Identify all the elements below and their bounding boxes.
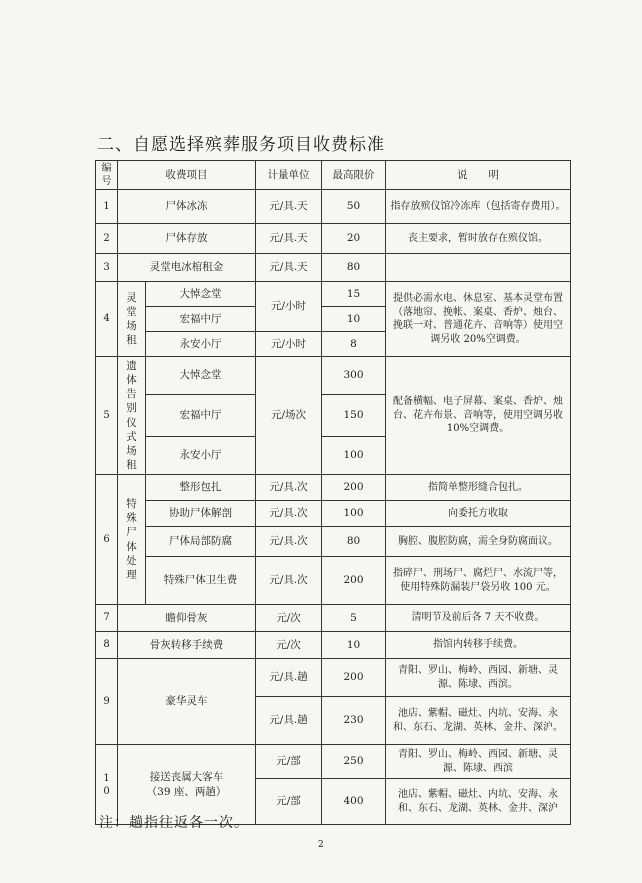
row-no: 6 — [96, 475, 118, 605]
item-name: 尸体冰冻 — [118, 190, 256, 224]
table-row — [96, 224, 571, 254]
header-item: 收费项目 — [118, 161, 256, 190]
price: 400 — [322, 779, 386, 825]
price: 10 — [322, 307, 386, 332]
row-no: 1 — [96, 190, 118, 224]
row-no: 9 — [96, 659, 118, 745]
price: 300 — [322, 357, 386, 395]
table-row — [96, 527, 571, 557]
item-name: 瞻仰骨灰 — [118, 605, 256, 632]
note: 胸腔、腹腔防腐，需全身防腐面议。 — [386, 527, 571, 557]
note — [386, 254, 571, 282]
price: 100 — [322, 501, 386, 527]
item-name: 尸体存放 — [118, 224, 256, 254]
note: 丧主要求，暂时放存在殡仪馆。 — [386, 224, 571, 254]
note: 提供必需水电、休息室、基本灵堂布置（落地帘、挽帐、案桌、香炉、烛台、挽联一对、普通花卉、音响等）使用空调另收 20%空调费。 — [386, 282, 571, 357]
price: 100 — [322, 437, 386, 475]
row-no: 4 — [96, 282, 118, 357]
table-row — [96, 659, 571, 697]
fee-table — [95, 160, 571, 825]
unit: 元/场次 — [256, 357, 322, 475]
price: 200 — [322, 557, 386, 605]
unit: 元/具.趟 — [256, 697, 322, 745]
footnote: 注：趟指往返各一次。 — [99, 815, 249, 831]
sub-item: 协助尸体解剖 — [146, 501, 256, 527]
sub-item: 永安小厅 — [146, 437, 256, 475]
table-row — [96, 475, 571, 501]
group-label: 遗 体 告 别 仪 式 场 租 — [118, 357, 146, 475]
group-label: 特 殊 尸 体 处 理 — [118, 475, 146, 605]
unit: 元/具.天 — [256, 190, 322, 224]
unit: 元/部 — [256, 779, 322, 825]
unit: 元/具.次 — [256, 557, 322, 605]
table-row — [96, 254, 571, 282]
note: 指存放殡仪馆冷冻库（包括寄存费用）。 — [386, 190, 571, 224]
item-name: 骨灰转移手续费 — [118, 632, 256, 659]
price: 200 — [322, 475, 386, 501]
table-row — [96, 190, 571, 224]
item-name: 豪华灵车 — [118, 659, 256, 745]
price: 250 — [322, 745, 386, 779]
note: 指馆内转移手续费。 — [386, 632, 571, 659]
row-no: 3 — [96, 254, 118, 282]
header-price: 最高限价 — [322, 161, 386, 190]
price: 80 — [322, 527, 386, 557]
price: 50 — [322, 190, 386, 224]
table-row — [96, 605, 571, 632]
unit: 元/部 — [256, 745, 322, 779]
page-number: 2 — [318, 840, 324, 850]
unit: 元/具.天 — [256, 254, 322, 282]
note: 青阳、罗山、梅岭、西园、新塘、灵源、陈埭、西滨 — [386, 745, 571, 779]
row-no: 5 — [96, 357, 118, 475]
unit: 元/小时 — [256, 282, 322, 332]
table-row — [96, 557, 571, 605]
row-no: 7 — [96, 605, 118, 632]
note: 配备横幅、电子屏幕、案桌、香炉、烛台、花卉布景、音响等，使用空调另收 10%空调费。 — [386, 357, 571, 475]
price: 8 — [322, 332, 386, 357]
price: 80 — [322, 254, 386, 282]
sub-item: 尸体局部防腐 — [146, 527, 256, 557]
row-no: 2 — [96, 224, 118, 254]
table-row — [96, 745, 571, 779]
row-no: 1 0 — [96, 745, 118, 825]
row-no: 8 — [96, 632, 118, 659]
section-title: 二、自愿选择殡葬服务项目收费标准 — [97, 135, 385, 155]
header-unit: 计量单位 — [256, 161, 322, 190]
table-row — [96, 501, 571, 527]
note: 指碎尸、刑场尸、腐烂尸、水流尸等，使用特殊防漏装尸袋另收 100 元。 — [386, 557, 571, 605]
note: 池店、紫帽、磁灶、内坑、安海、永和、东石、龙湖、英林、金井、深沪 — [386, 779, 571, 825]
item-name-line2: （39 座、两趟） — [146, 785, 227, 798]
unit: 元/次 — [256, 632, 322, 659]
sub-item: 宏福中厅 — [146, 307, 256, 332]
unit: 元/具.次 — [256, 501, 322, 527]
note: 清明节及前后各 7 天不收费。 — [386, 605, 571, 632]
sub-item: 永安小厅 — [146, 332, 256, 357]
table-row — [96, 357, 571, 395]
table-row — [96, 282, 571, 307]
table-row — [96, 632, 571, 659]
sub-item: 宏福中厅 — [146, 395, 256, 437]
sub-item: 特殊尸体卫生费 — [146, 557, 256, 605]
sub-item: 大悼念堂 — [146, 282, 256, 307]
unit: 元/小时 — [256, 332, 322, 357]
note: 向委托方收取 — [386, 501, 571, 527]
unit: 元/具.次 — [256, 527, 322, 557]
price: 20 — [322, 224, 386, 254]
unit: 元/次 — [256, 605, 322, 632]
unit: 元/具.次 — [256, 475, 322, 501]
item-name-line1: 接送丧属大客车 — [149, 771, 224, 784]
group-label: 灵 堂 场 租 — [118, 282, 146, 357]
header-no: 编 号 — [96, 161, 118, 190]
table-header-row — [96, 161, 571, 190]
unit: 元/具.天 — [256, 224, 322, 254]
note: 青阳、罗山、梅岭、西园、新塘、灵源、陈埭、西滨。 — [386, 659, 571, 697]
price: 5 — [322, 605, 386, 632]
price: 230 — [322, 697, 386, 745]
note: 池店、紫帽、磁灶、内坑、安海、永和、东石、龙湖、英林、金井、深沪。 — [386, 697, 571, 745]
item-name: 灵堂电冰棺租金 — [118, 254, 256, 282]
price: 10 — [322, 632, 386, 659]
header-note: 说 明 — [386, 161, 571, 190]
price: 150 — [322, 395, 386, 437]
note: 指简单整形缝合包扎。 — [386, 475, 571, 501]
unit: 元/具.趟 — [256, 659, 322, 697]
price: 200 — [322, 659, 386, 697]
price: 15 — [322, 282, 386, 307]
sub-item: 整形包扎 — [146, 475, 256, 501]
sub-item: 大悼念堂 — [146, 357, 256, 395]
